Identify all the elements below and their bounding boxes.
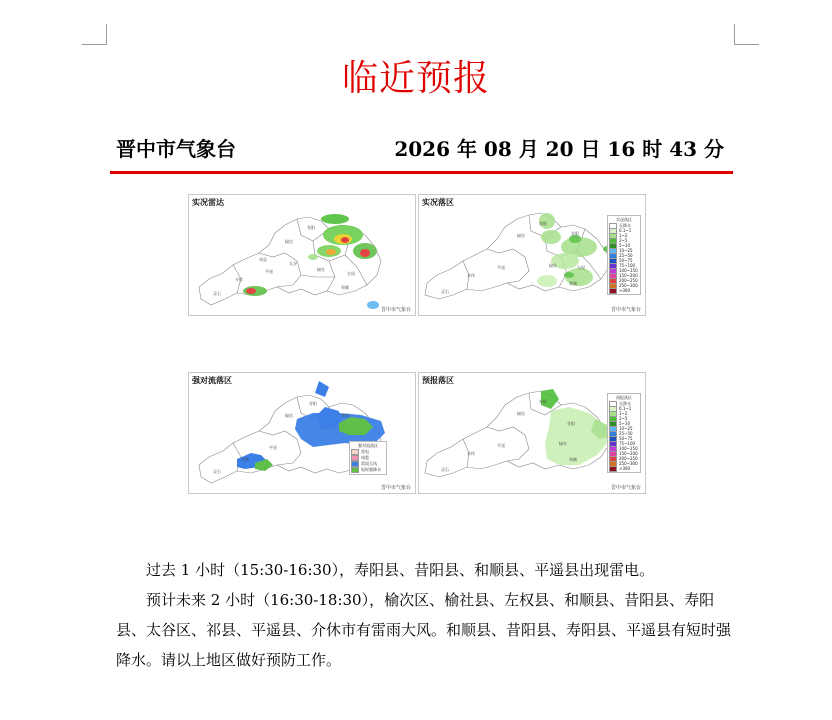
svg-text:榆次: 榆次 xyxy=(285,239,293,244)
convection-map-image xyxy=(189,373,415,493)
svg-text:榆次: 榆次 xyxy=(517,411,525,416)
svg-text:介休: 介休 xyxy=(467,451,475,456)
observed-precip-panel-title: 实况落区 xyxy=(422,198,454,207)
svg-text:昔阳: 昔阳 xyxy=(571,231,579,236)
forecast-body-text xyxy=(116,555,732,675)
svg-text:和顺: 和顺 xyxy=(569,281,577,286)
radar-map-image xyxy=(189,195,415,315)
svg-text:榆次: 榆次 xyxy=(285,413,293,418)
legend-label: 250~300 xyxy=(619,461,638,466)
radar-panel-title: 实况雷达 xyxy=(192,198,224,207)
legend-label: 雷电 xyxy=(361,449,369,454)
issue-datetime: 2026 年 08 月 20 日 16 时 43 分 xyxy=(394,137,724,161)
svg-text:平遥: 平遥 xyxy=(497,265,505,270)
forecast-precip-panel xyxy=(418,372,646,494)
legend-label: 2~5 xyxy=(619,238,628,243)
legend-label: 5~10 xyxy=(619,421,630,426)
svg-text:太谷: 太谷 xyxy=(289,261,297,266)
red-divider xyxy=(110,171,733,174)
svg-text:祁县: 祁县 xyxy=(259,257,267,262)
legend-label: >300 xyxy=(619,466,630,471)
convection-legend xyxy=(349,441,387,475)
svg-text:寿阳: 寿阳 xyxy=(309,401,317,406)
legend-swatch xyxy=(351,467,359,473)
legend-label: 150~200 xyxy=(619,451,638,456)
document-title: 临近预报 xyxy=(341,58,490,99)
svg-text:榆社: 榆社 xyxy=(559,441,567,446)
forecast-precip-panel-credit: 晋中市气象台 xyxy=(610,485,641,491)
svg-text:昔阳: 昔阳 xyxy=(341,413,349,418)
svg-text:左权: 左权 xyxy=(347,271,355,276)
legend-item xyxy=(609,288,639,293)
legend-item xyxy=(351,467,385,473)
svg-text:和顺: 和顺 xyxy=(569,457,577,462)
svg-text:介休: 介休 xyxy=(235,277,243,282)
observed-precip-panel-credit: 晋中市气象台 xyxy=(610,307,641,313)
legend-label: 50~75 xyxy=(619,436,633,441)
radar-panel-credit: 晋中市气象台 xyxy=(380,307,411,313)
svg-text:榆社: 榆社 xyxy=(549,263,557,268)
legend-label: 200~250 xyxy=(619,278,638,283)
legend-label: 0.1~1 xyxy=(619,228,632,233)
legend-label: >300 xyxy=(619,288,630,293)
crop-mark-top-left xyxy=(82,24,107,45)
legend-label: 25~50 xyxy=(619,431,633,436)
legend-label: 无降水 xyxy=(619,222,631,228)
crop-mark-top-right xyxy=(734,24,759,45)
paragraph-past-hour: 过去 1 小时（15:30-16:30），寿阳县、昔阳县、和顺县、平遥县出现雷电。 xyxy=(146,561,655,579)
svg-text:平遥: 平遥 xyxy=(497,443,505,448)
svg-text:介休: 介休 xyxy=(467,273,475,278)
legend-label: 50~75 xyxy=(619,258,633,263)
organization-name: 晋中市气象台 xyxy=(116,137,236,161)
precip-legend-title: 实况落区 xyxy=(616,217,632,222)
legend-label: 100~150 xyxy=(619,446,638,451)
precip-legend xyxy=(607,215,641,295)
legend-label: 1~2 xyxy=(619,233,628,238)
forecast-legend xyxy=(607,393,641,473)
legend-label: 150~200 xyxy=(619,273,638,278)
legend-label: 10~25 xyxy=(619,248,633,253)
legend-label: 100~150 xyxy=(619,268,638,273)
svg-text:榆次: 榆次 xyxy=(517,233,525,238)
observed-precip-panel xyxy=(418,194,646,316)
legend-swatch xyxy=(609,288,617,294)
legend-label: 1~2 xyxy=(619,411,628,416)
svg-text:介休: 介休 xyxy=(241,457,249,462)
svg-text:和顺: 和顺 xyxy=(341,285,349,290)
svg-text:灵石: 灵石 xyxy=(441,467,449,472)
legend-label: 25~50 xyxy=(619,253,633,258)
svg-text:寿阳: 寿阳 xyxy=(539,399,547,404)
svg-text:左权: 左权 xyxy=(577,265,585,270)
legend-label: 10~25 xyxy=(619,426,633,431)
svg-text:平遥: 平遥 xyxy=(265,269,273,274)
legend-label: 冰雹 xyxy=(361,455,369,460)
convection-legend-title: 强对流落区 xyxy=(358,443,378,448)
legend-label: 200~250 xyxy=(619,456,638,461)
svg-text:灵石: 灵石 xyxy=(441,289,449,294)
svg-text:平遥: 平遥 xyxy=(269,445,277,450)
legend-item xyxy=(609,466,639,471)
legend-label: 75~100 xyxy=(619,263,636,268)
legend-label: 250~300 xyxy=(619,283,638,288)
svg-text:寿阳: 寿阳 xyxy=(539,221,547,226)
legend-swatch xyxy=(609,466,617,472)
paragraph-next-two-hours: 预计未来 2 小时（16:30-18:30），榆次区、榆社县、左权县、和顺县、昔阳县、寿阳县、太谷区、祁县、平遥县、介休市有雷雨大风。和顺县、昔阳县、寿阳县、平遥县有短时强降水。请以上地区做好预防工作。 xyxy=(116,591,732,669)
svg-text:榆社: 榆社 xyxy=(317,267,325,272)
convection-panel-title: 强对流落区 xyxy=(192,376,232,385)
legend-label: 75~100 xyxy=(619,441,636,446)
convection-panel xyxy=(188,372,416,494)
legend-label: 短时强降水 xyxy=(361,467,381,472)
legend-label: 无降水 xyxy=(619,400,631,406)
svg-text:灵石: 灵石 xyxy=(213,469,221,474)
svg-text:灵石: 灵石 xyxy=(213,291,221,296)
legend-label: 5~10 xyxy=(619,243,630,248)
svg-text:寿阳: 寿阳 xyxy=(307,225,315,230)
svg-text:昔阳: 昔阳 xyxy=(567,421,575,426)
radar-map-panel xyxy=(188,194,416,316)
forecast-precip-panel-title: 预报落区 xyxy=(422,376,454,385)
forecast-legend-title: 预报落区 xyxy=(616,395,632,400)
convection-panel-credit: 晋中市气象台 xyxy=(380,485,411,491)
legend-label: 0.1~1 xyxy=(619,406,632,411)
legend-label: 2~5 xyxy=(619,416,628,421)
legend-label: 雷雨大风 xyxy=(361,461,377,466)
